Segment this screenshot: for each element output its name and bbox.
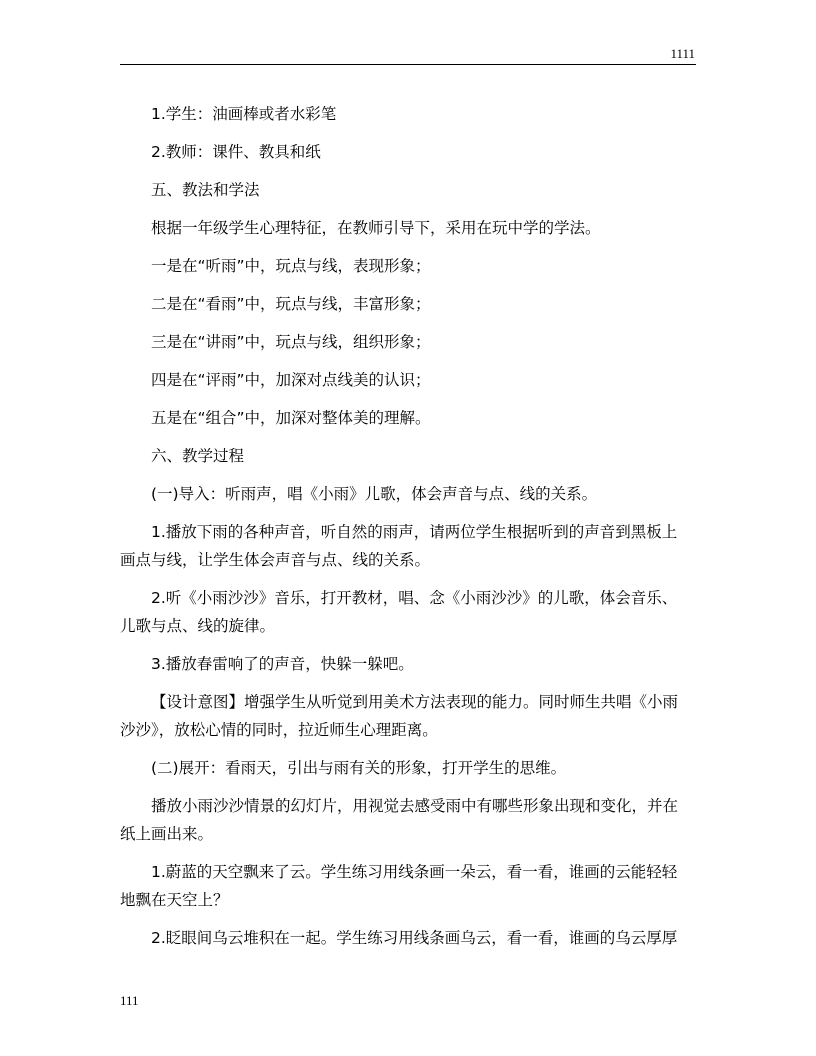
header-rule <box>120 64 696 65</box>
header-page-number: 1111 <box>670 46 695 61</box>
text-line: 三是在“讲雨”中，玩点与线，组织形象； <box>151 333 431 351</box>
section-heading: 六、教学过程 <box>151 447 245 465</box>
text-line: 画点与线，让学生体会声音与点、线的关系。 <box>120 551 431 569</box>
text-line: 二是在“看雨”中，玩点与线，丰富形象； <box>151 295 431 313</box>
text-line: 纸上画出来。 <box>120 825 214 843</box>
section-heading: 五、教法和学法 <box>151 181 260 199</box>
text-line: 3.播放春雷响了的声音，快躲一躲吧。 <box>151 655 414 673</box>
text-line: 根据一年级学生心理特征，在教师引导下，采用在玩中学的学法。 <box>151 219 601 237</box>
text-line: 一是在“听雨”中，玩点与线，表现形象； <box>151 257 431 275</box>
text-line: 2.教师：课件、教具和纸 <box>151 143 321 161</box>
text-line: 儿歌与点、线的旋律。 <box>120 617 276 635</box>
footer-page-number: 111 <box>120 993 139 1008</box>
text-line: 五是在“组合”中，加深对整体美的理解。 <box>151 409 431 427</box>
text-line: (二)展开：看雨天，引出与雨有关的形象，打开学生的思维。 <box>151 759 567 777</box>
text-line: 1.学生：油画棒或者水彩笔 <box>151 105 337 123</box>
text-line: 2.听《小雨沙沙》音乐，打开教材，唱、念《小雨沙沙》的儿歌，体会音乐、 <box>151 589 678 607</box>
text-line: 四是在“评雨”中，加深对点线美的认识； <box>151 371 431 389</box>
text-line: 地飘在天空上？ <box>120 891 229 909</box>
text-line: (一)导入：听雨声，唱《小雨》儿歌，体会声音与点、线的关系。 <box>151 485 598 503</box>
text-line: 1.播放下雨的各种声音，听自然的雨声，请两位学生根据听到的声音到黑板上 <box>151 523 678 541</box>
text-line: 播放小雨沙沙情景的幻灯片，用视觉去感受雨中有哪些形象出现和变化，并在 <box>151 797 679 815</box>
text-line: 沙沙》，放松心情的同时，拉近师生心理距离。 <box>120 721 438 739</box>
text-line: 1.蔚蓝的天空飘来了云。学生练习用线条画一朵云，看一看，谁画的云能轻轻 <box>151 863 678 881</box>
text-line: 2.眨眼间乌云堆积在一起。学生练习用线条画乌云，看一看，谁画的乌云厚厚 <box>151 929 678 947</box>
text-line: 【设计意图】增强学生从听觉到用美术方法表现的能力。同时师生共唱《小雨 <box>151 693 679 711</box>
